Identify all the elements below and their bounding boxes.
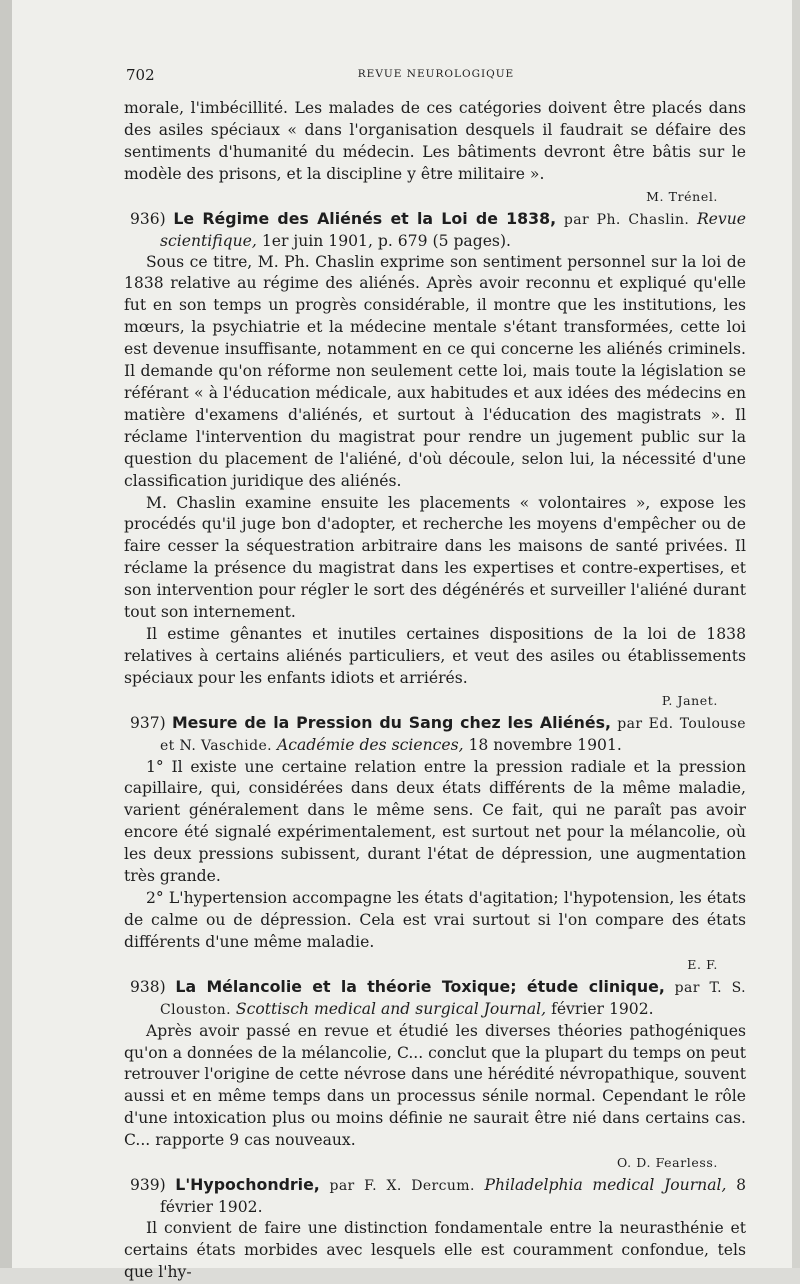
entry-source: Revue scientifique, bbox=[160, 209, 746, 250]
entry-heading bbox=[124, 208, 746, 252]
entry-title: Mesure de la Pression du Sang chez les Aliénés, bbox=[171, 712, 611, 732]
review-entry bbox=[124, 976, 746, 1174]
review-entry bbox=[124, 208, 746, 712]
entry-paragraph: Il estime gênantes et inutiles certaines dispositions de la loi de 1838 relatives à certains aliénés particuliers, et veut des asiles ou établissements spéciaux pour les enfants idiots et arriérés. bbox=[124, 624, 746, 687]
entry-heading bbox=[124, 976, 746, 1021]
entry-details: février 1902. bbox=[551, 999, 654, 1018]
entry-number: 938) bbox=[130, 977, 166, 996]
entry-paragraph: Il convient de faire une distinction fondamentale entre la neurasthénie et certains états morbides avec lesquels elle est couramment confondue, tels que l'hy- bbox=[124, 1218, 746, 1281]
entry-number: 937) bbox=[130, 713, 166, 732]
entry-paragraph: 2° L'hypertension accompagne les états d'agitation; l'hypotension, les états de calme ou de dépression. Cela est vrai surtout si l'on compare des états différents d'une même maladie. bbox=[124, 889, 746, 951]
intro-signature: M. Trénel. bbox=[646, 188, 718, 204]
entry-details: 8 février 1902. bbox=[160, 1175, 747, 1216]
review-entry bbox=[124, 712, 746, 976]
entry-source: Académie des sciences, bbox=[276, 735, 464, 754]
entry-paragraph: Après avoir passé en revue et étudié les diverses théories pathogéniques qu'on a données de la mélancolie, C... conclut que la plupart du temps on peut retrouver l'origine de cette névrose dans une hérédité névropathique, souvent aussi et en même temps dans un processus sénile normal. Cependant le rôle d'une intoxication plus ou moins définie ne saurait être nié dans certains cas. C... rapporte 9 cas nouveaux. bbox=[124, 1021, 746, 1150]
entry-title: La Mélancolie et la théorie Toxique; étude clinique, bbox=[175, 976, 665, 996]
entry-heading bbox=[124, 1174, 746, 1218]
scan-right-edge bbox=[792, 0, 800, 1268]
entry-number: 936) bbox=[130, 209, 166, 228]
review-entry bbox=[124, 1174, 746, 1284]
page-body bbox=[124, 98, 746, 1284]
page-header bbox=[126, 66, 746, 86]
running-title: REVUE NEUROLOGIQUE bbox=[357, 68, 515, 80]
entry-signature: E. F. bbox=[687, 956, 718, 972]
entry-title: L'Hypochondrie, bbox=[175, 1174, 320, 1194]
entry-signature: P. Janet. bbox=[661, 692, 718, 708]
entry-paragraph: M. Chaslin examine ensuite les placements « volontaires », expose les procédés qu'il juge bon d'adopter, et recherche les moyens d'empêcher ou de faire cesser la séquestration arbitraire dans les maisons de santé privées. Il réclame la présence du magistrat dans les expertises et contre-expertises, et son intervention pour régler le sort des dégénérés et surveiller l'aliéné durant tout son internement. bbox=[124, 493, 746, 622]
entry-source: Philadelphia medical Journal, bbox=[484, 1175, 727, 1194]
intro-paragraph: morale, l'imbécillité. Les malades de ces catégories doivent être placés dans des asiles spéciaux « dans l'organisation desquels il faudrait se défaire des sentiments d'humanité du médecin. Les bâtiments devront être bâtis sur le modèle des prisons, et la discipline y être militaire ». bbox=[124, 99, 746, 183]
scan-left-edge bbox=[0, 0, 12, 1268]
page-number: 702 bbox=[126, 66, 155, 84]
entry-author: par T. S. Clouston. bbox=[160, 979, 747, 1018]
entry-author: par Ph. Chaslin. bbox=[563, 211, 690, 228]
entry-details: 18 novembre 1901. bbox=[468, 735, 622, 754]
entry-paragraph: 1° Il existe une certaine relation entre la pression radiale et la pression capillaire, qui, considérées dans deux états différents de la même maladie, varient généralement dans le même sens. Ce fait, qui ne paraît pas avoir encore été signalé expérimentalement, est surtout net pour la mélancolie, où les deux pressions subissent, durant l'état de dépression, une augmentation très grande. bbox=[124, 757, 746, 886]
entry-number: 939) bbox=[130, 1175, 166, 1194]
entry-details: 1er juin 1901, p. 679 (5 pages). bbox=[261, 231, 511, 250]
entry-paragraph: Sous ce titre, M. Ph. Chaslin exprime son sentiment personnel sur la loi de 1838 relative au régime des aliénés. Après avoir reconnu et expliqué qu'elle fut en son temps un progrès considérable, il montre que les institutions, les mœurs, la psychiatrie et la médecine mentale s'étant transformées, cette loi est devenue insuffisante, notamment en ce qui concerne les aliénés criminels. Il demande qu'on réforme non seulement cette loi, mais toute la législation se référant « à l'éducation médicale, aux habitudes et aux idées des médecins en matière d'examens d'aliénés, et surtout à l'éducation des magistrats ». Il réclame l'intervention du magistrat pour rendre un jugement public sur la question du placement de l'aliéné, d'où découle, selon lui, la nécessité d'une classification juridique des aliénés. bbox=[124, 252, 746, 490]
entry-title: Le Régime des Aliénés et la Loi de 1838, bbox=[173, 208, 557, 228]
entry-author: par F. X. Dercum. bbox=[329, 1177, 475, 1194]
entry-author: par Ed. Toulouse et N. Vaschide. bbox=[160, 715, 746, 754]
entry-heading bbox=[124, 712, 746, 757]
entry-signature: O. D. Fearless. bbox=[617, 1155, 718, 1171]
entry-source: Scottisch medical and surgical Journal, bbox=[235, 999, 547, 1018]
